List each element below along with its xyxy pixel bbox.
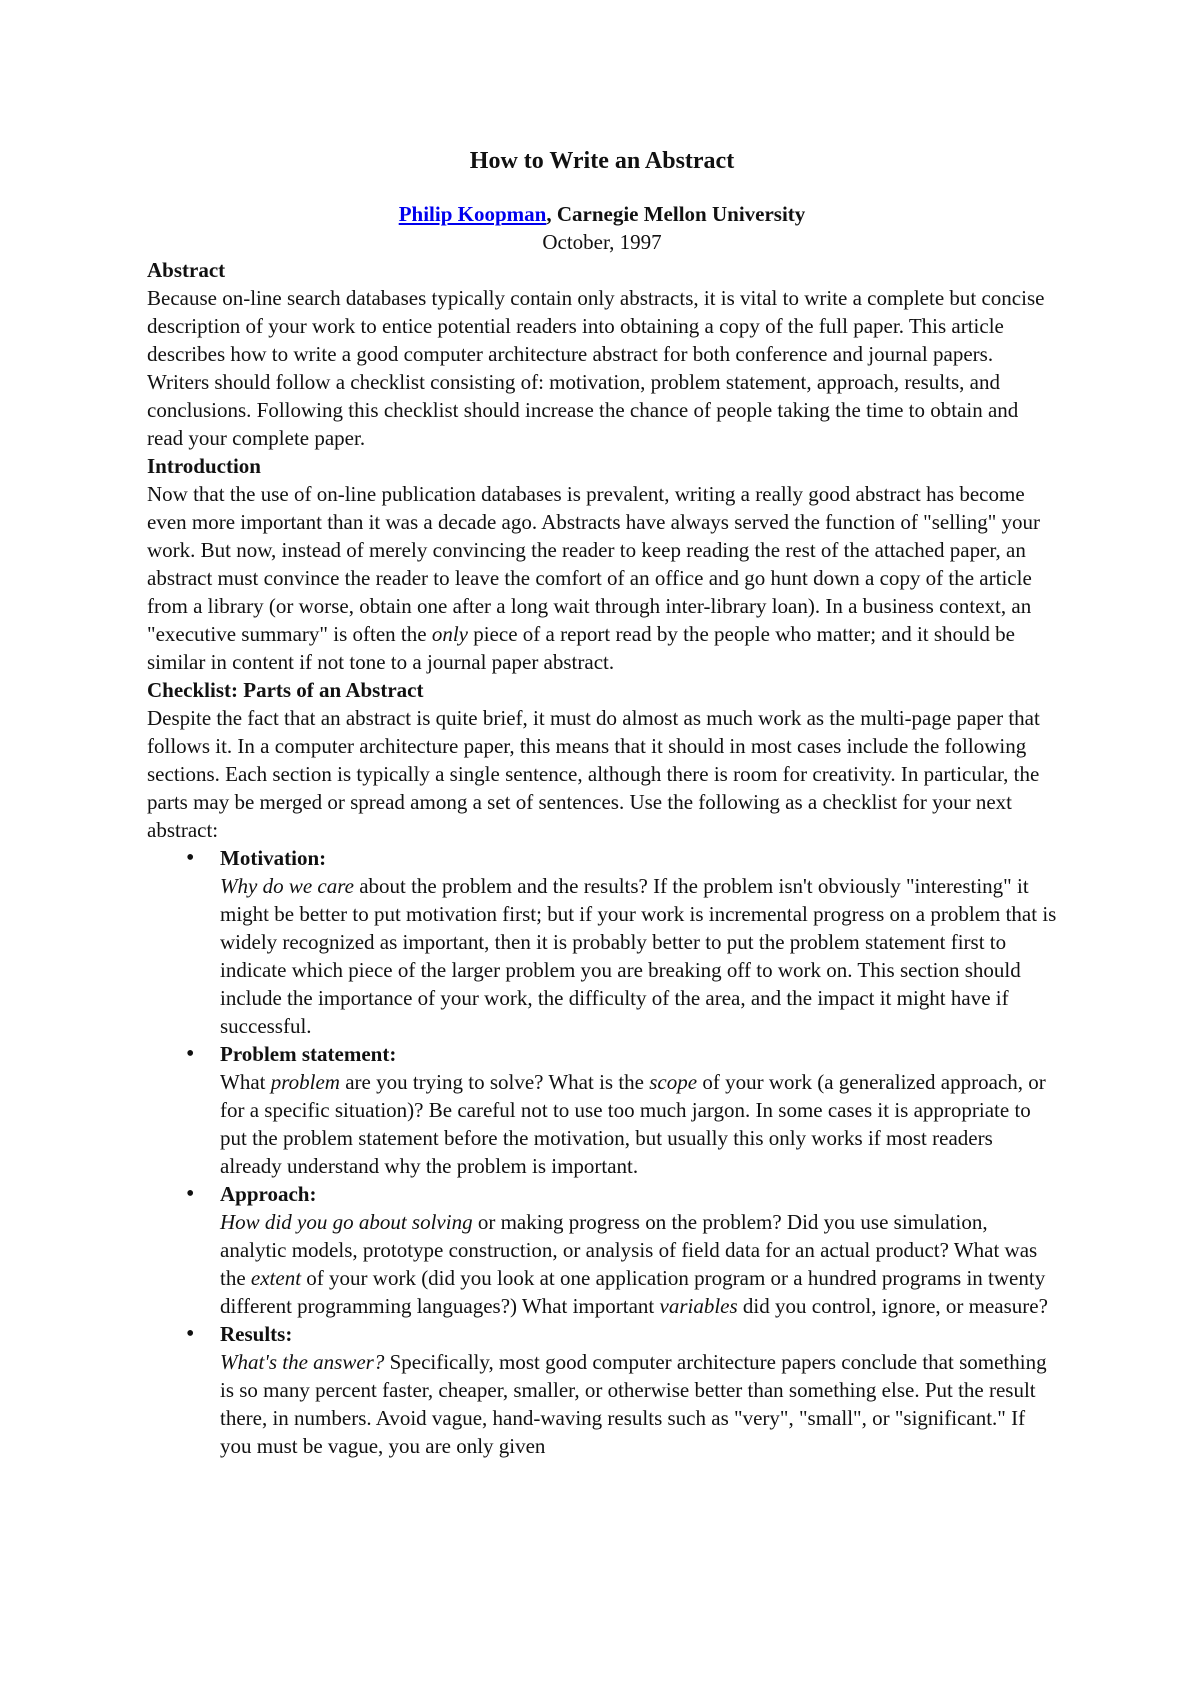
- approach-text-2: of your work (did you look at one application program or a hundred programs in twenty different programming languages?) What important: [220, 1266, 1046, 1318]
- results-text: Specifically, most good computer architecture papers conclude that something is so many percent faster, cheaper, smaller, or otherwise better than something else. Put the result there, in numbers. Avoid vague, hand-waving results such as "very", "small", or "significant." If you must be vague, you are only given: [220, 1350, 1047, 1458]
- author-link[interactable]: Philip Koopman: [398, 202, 547, 226]
- motivation-emphasis: Why do we care: [220, 874, 354, 898]
- motivation-text: about the problem and the results? If the problem isn't obviously "interesting" it might be better to put motivation first; but if your work is incremental progress on a problem that is widely recognized as important, then it is probably better to put the problem statement first to indicate which piece of the larger problem you are breaking off to work on. This section should include the importance of your work, the difficulty of the area, and the impact it might have if successful.: [220, 874, 1057, 1038]
- introduction-paragraph: [147, 480, 1057, 676]
- approach-emphasis-3: variables: [659, 1294, 738, 1318]
- checklist-paragraph: Despite the fact that an abstract is quite brief, it must do almost as much work as the multi-page paper that follows it. In a computer architecture paper, this means that it should in most cases include the following sections. Each section is typically a single sentence, although there is room for creativity. In particular, the parts may be merged or spread among a set of sentences. Use the following as a checklist for your next abstract:: [147, 706, 1040, 842]
- list-item-approach: [220, 1180, 1057, 1320]
- byline-comma: ,: [546, 202, 557, 226]
- publication-date: October, 1997: [542, 230, 662, 254]
- document-page: [147, 146, 1057, 1460]
- problem-emphasis-1: problem: [270, 1070, 340, 1094]
- problem-emphasis-2: scope: [649, 1070, 698, 1094]
- page-title: How to Write an Abstract: [469, 148, 735, 174]
- results-emphasis: What's the answer?: [220, 1350, 385, 1374]
- problem-title: • Problem statement:: [220, 1042, 397, 1066]
- approach-text-1: or making progress on the problem? Did you use simulation, analytic models, prototype construction, or analysis of field data for an actual product? What was the: [220, 1210, 1038, 1290]
- introduction-emphasis: only: [431, 622, 468, 646]
- list-item-results: [220, 1320, 1057, 1460]
- motivation-title: • Motivation:: [220, 846, 327, 870]
- affiliation: Carnegie Mellon University: [556, 202, 806, 226]
- approach-title: • Approach:: [220, 1182, 317, 1206]
- problem-text-1: are you trying to solve? What is the: [339, 1070, 650, 1094]
- approach-emphasis-2: extent: [250, 1266, 302, 1290]
- approach-text-3: did you control, ignore, or measure?: [737, 1294, 1048, 1318]
- approach-emphasis-1: How did you go about solving: [220, 1210, 473, 1234]
- results-title: • Results:: [220, 1322, 293, 1346]
- checklist-heading: Checklist: Parts of an Abstract: [147, 678, 424, 702]
- introduction-text-1: Now that the use of on-line publication databases is prevalent, writing a really good abstract has become even more important than it was a decade ago. Abstracts have always served the function of "selling" your work. But now, instead of merely convincing the reader to keep reading the rest of the attached paper, an abstract must convince the reader to leave the comfort of an office and go hunt down a copy of the article from a library (or worse, obtain one after a long wait through inter-library loan). In a business context, an "executive summary" is often the: [147, 482, 1041, 646]
- abstract-paragraph: Because on-line search databases typically contain only abstracts, it is vital to write a complete but concise description of your work to entice potential readers into obtaining a copy of the full paper. This article describes how to write a good computer architecture abstract for both conference and journal papers. Writers should follow a checklist consisting of: motivation, problem statement, approach, results, and conclusions. Following this checklist should increase the chance of people taking the time to obtain and read your complete paper.: [147, 286, 1045, 450]
- list-item-motivation: [220, 844, 1057, 1040]
- checklist-list: [147, 844, 1057, 1460]
- list-item-problem-statement: [220, 1040, 1057, 1180]
- introduction-heading: Introduction: [147, 454, 261, 478]
- byline: [147, 200, 1057, 228]
- abstract-heading: Abstract: [147, 258, 226, 282]
- introduction-text-2: piece of a report read by the people who matter; and it should be similar in content if not tone to a journal paper abstract.: [147, 622, 1015, 674]
- problem-text-2: of your work (a generalized approach, or for a specific situation)? Be careful not to use too much jargon. In some cases it is appropriate to put the problem statement before the motivation, but usually this only works if most readers already understand why the problem is important.: [220, 1070, 1046, 1178]
- problem-text-0: What: [220, 1070, 271, 1094]
